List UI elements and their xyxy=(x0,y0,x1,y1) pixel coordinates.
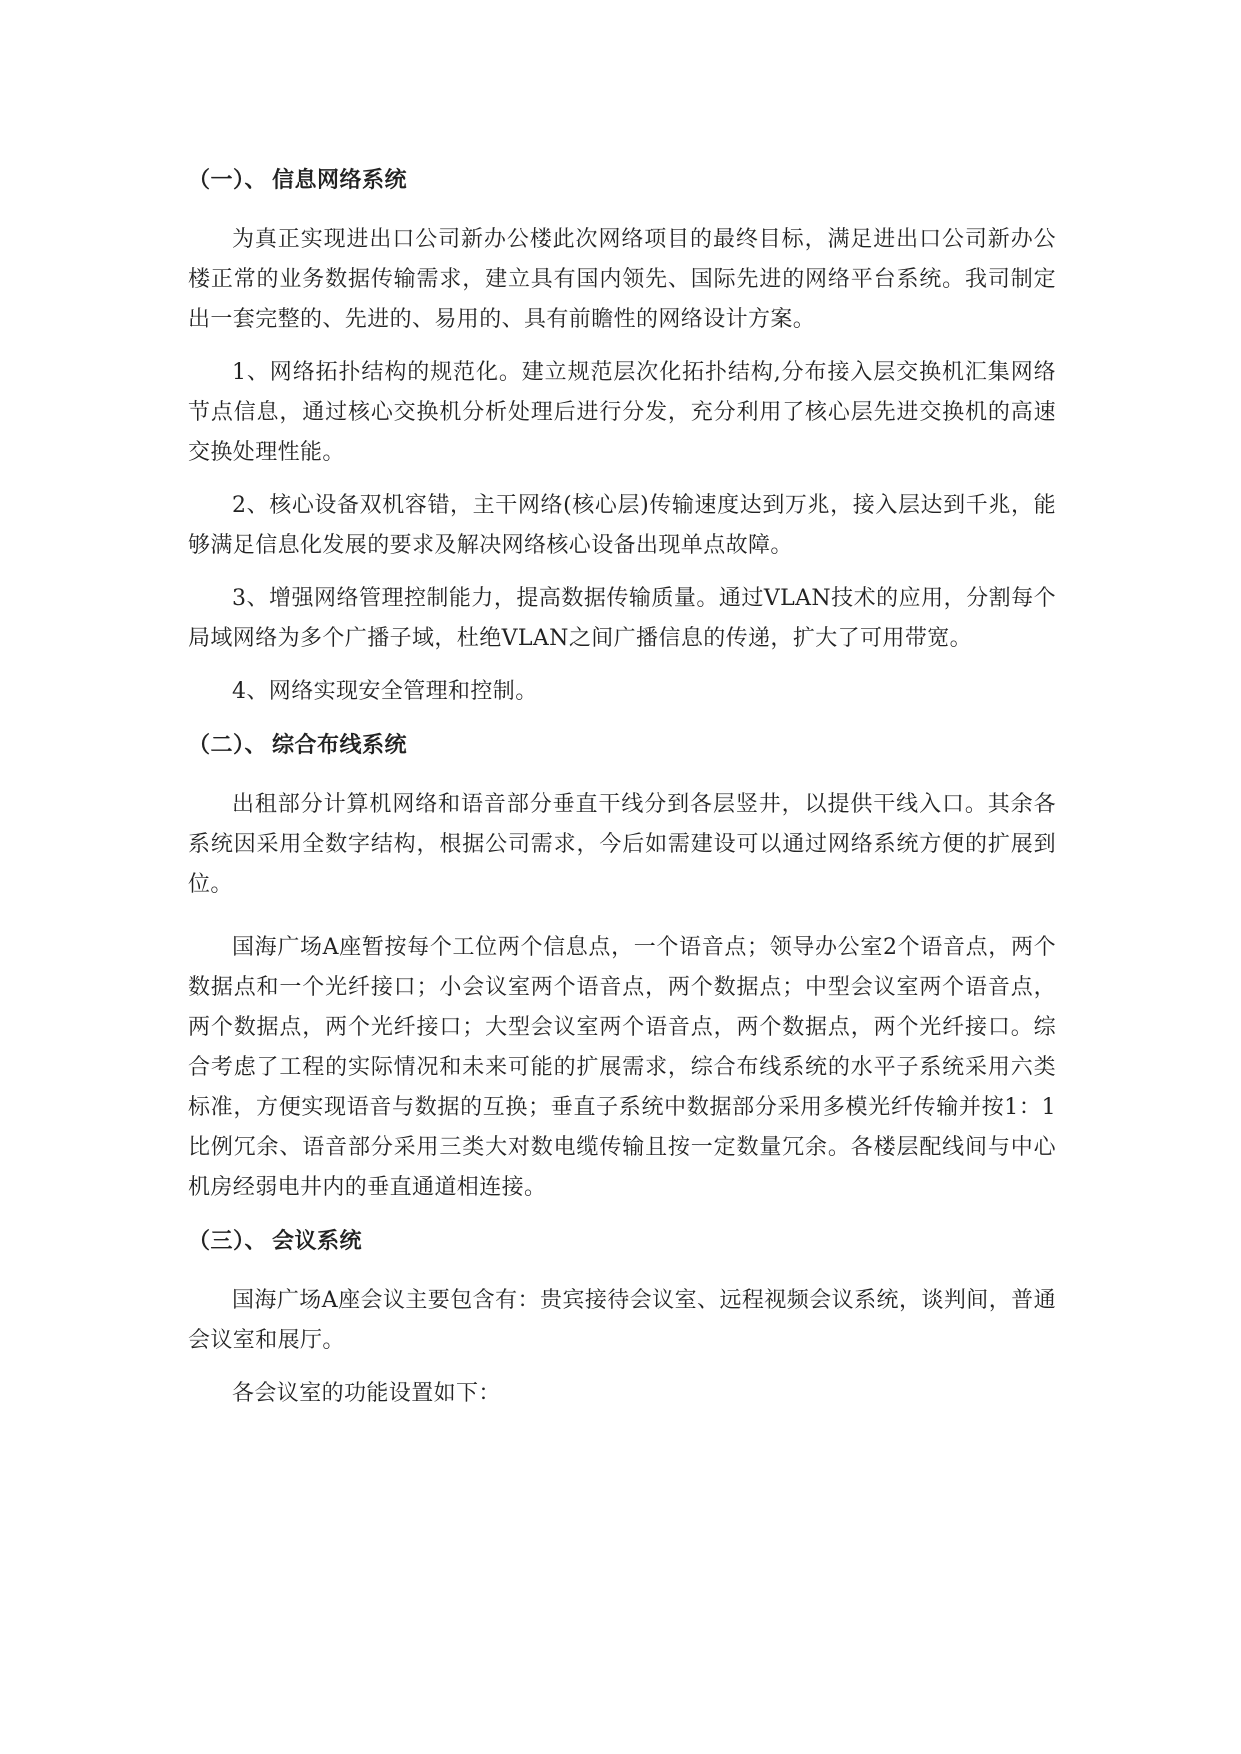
paragraph: 各会议室的功能设置如下： xyxy=(232,1381,501,1406)
section-heading-1 xyxy=(188,160,1056,200)
section-number: （一）、 xyxy=(188,167,268,193)
paragraph: 出租部分计算机网络和语音部分垂直干线分到各层竖井，以提供干线入口。其余各系统因采用全数字结构，根据公司需求，今后如需建设可以通过网络系统方便的扩展到位。 xyxy=(188,792,1056,897)
section-number: （三）、 xyxy=(188,1228,268,1254)
list-item-paragraph: 4、网络实现安全管理和控制。 xyxy=(232,679,538,704)
list-item-paragraph: 1、网络拓扑结构的规范化。建立规范层次化拓扑结构,分布接入层交换机汇集网络节点信息，通过核心交换机分析处理后进行分发，充分利用了核心层先进交换机的高速交换处理性能。 xyxy=(188,360,1056,465)
section-title: 会议系统 xyxy=(272,1228,363,1254)
section-number: （二）、 xyxy=(188,732,268,758)
paragraph: 国海广场A座会议主要包含有：贵宾接待会议室、远程视频会议系统，谈判间，普通会议室和展厅。 xyxy=(188,1288,1056,1353)
section-heading-3 xyxy=(188,1221,1056,1261)
section-heading-2 xyxy=(188,725,1056,765)
section-title: 信息网络系统 xyxy=(272,167,408,193)
document-body xyxy=(188,160,1056,1414)
list-item-paragraph: 2、核心设备双机容错，主干网络(核心层)传输速度达到万兆，接入层达到千兆，能够满足信息化发展的要求及解决网络核心设备出现单点故障。 xyxy=(188,493,1056,558)
paragraph: 为真正实现进出口公司新办公楼此次网络项目的最终目标，满足进出口公司新办公楼正常的业务数据传输需求，建立具有国内领先、国际先进的网络平台系统。我司制定出一套完整的、先进的、易用的、具有前瞻性的网络设计方案。 xyxy=(188,227,1056,332)
paragraph: 国海广场A座暂按每个工位两个信息点，一个语音点；领导办公室2个语音点，两个数据点和一个光纤接口；小会议室两个语音点，两个数据点；中型会议室两个语音点，两个数据点，两个光纤接口；大型会议室两个语音点，两个数据点，两个光纤接口。综合考虑了工程的实际情况和未来可能的扩展需求，综合布线系统的水平子系统采用六类标准，方便实现语音与数据的互换；垂直子系统中数据部分采用多模光纤传输并按1：1比例冗余、语音部分采用三类大对数电缆传输且按一定数量冗余。各楼层配线间与中心机房经弱电井内的垂直通道相连接。 xyxy=(188,935,1056,1200)
section-title: 综合布线系统 xyxy=(272,732,408,758)
list-item-paragraph: 3、增强网络管理控制能力，提高数据传输质量。通过VLAN技术的应用，分割每个局域网络为多个广播子域，杜绝VLAN之间广播信息的传递，扩大了可用带宽。 xyxy=(188,586,1056,651)
